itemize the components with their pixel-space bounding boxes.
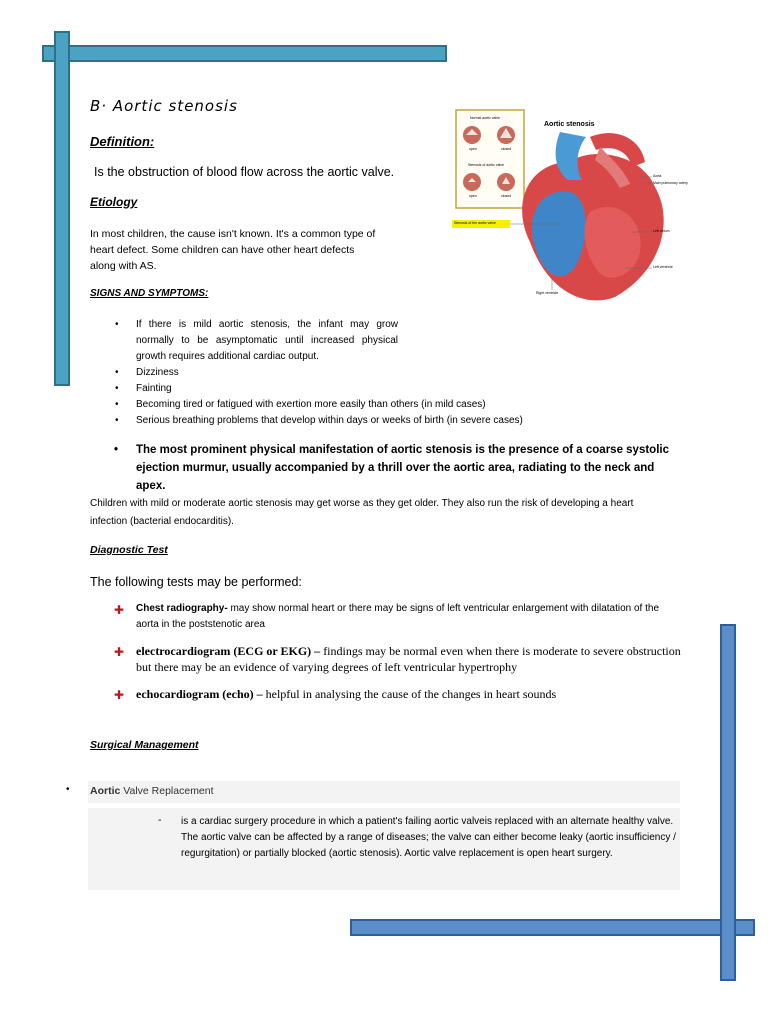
label-right-ventricle: Right ventricle <box>536 291 559 295</box>
label-closed-stenosis: closed <box>501 194 512 198</box>
list-item: • Dizziness <box>115 367 179 378</box>
diagnostic-intro: The following tests may be performed: <box>90 575 302 589</box>
label-open-normal: open <box>469 147 477 151</box>
diagnostic-item-echo <box>114 686 681 702</box>
label-closed-normal: closed <box>501 147 512 151</box>
inset-stenosis-label: Stenosis of aortic valve <box>468 163 504 167</box>
diagnostic-item-ecg <box>114 643 681 675</box>
surgical-dash: - <box>158 814 162 826</box>
surgical-item-rest: Valve Replacement <box>120 785 214 797</box>
prominent-text: The most prominent physical manifestation of aortic stenosis is the presence of a coarse systolic ejection murmur, usually accompanied by a thrill over the aortic area, radiating to the neck and apex. <box>136 444 669 492</box>
list-item: • Becoming tired or fatigued with exertion more easily than others (in mild cases) <box>115 399 486 410</box>
surgical-description: is a cardiac surgery procedure in which a patient's failing aortic valveis replaced with an alternate healthy valve. The aortic valve can be affected by a range of diseases; the valve can either become leaky (aortic insufficiency / regurgitation) or partially blocked (aortic stenosis). Aortic valve replacement is open heart surgery. <box>181 816 676 859</box>
diagram-title: Aortic stenosis <box>544 121 595 128</box>
surgical-bullet-icon: • <box>66 784 70 795</box>
signs-item-text: Becoming tired or fatigued with exertion more easily than others (in mild cases) <box>136 399 486 410</box>
diagnostic-item-text: may show normal heart or there may be signs of left ventricular enlargement with dilatation of the aorta in the poststenotic area <box>136 603 660 630</box>
list-item: • Fainting <box>115 383 172 394</box>
etiology-line: In most children, the cause isn't known. It's a common type of <box>90 228 376 240</box>
etiology-text <box>90 226 420 274</box>
signs-list <box>115 317 523 429</box>
label-stenosis-aortic-valve: Stenosis of the aortic valve <box>454 221 496 225</box>
diagnostic-item-bold: Chest radiography- <box>136 603 228 614</box>
diagnostic-item-text: findings may be normal even when there is moderate to severe obstruction but there may be an evidence of varying degrees of left ventricular hypertrophy <box>136 644 681 674</box>
diagnostic-item-chest <box>114 601 681 633</box>
surgical-heading: Surgical Management <box>90 739 199 751</box>
signs-heading: SIGNS AND SYMPTOMS: <box>90 288 209 299</box>
list-item: • If there is mild aortic stenosis, the infant may grow normally to be asymptomatic until increased physical growth requires additional cardiac output. <box>115 319 398 362</box>
etiology-line: heart defect. Some children can have other heart defects <box>90 244 355 256</box>
signs-after-text: Children with mild or moderate aortic stenosis may get worse as they get older. They also run the risk of developing a heart infection (bacterial endocarditis). <box>90 498 634 527</box>
surgical-item <box>90 785 214 797</box>
arrow-bullet-icon: ✚ <box>114 688 125 702</box>
diagnostic-heading: Diagnostic Test <box>90 544 168 556</box>
label-left-atrium: Left atrium <box>653 229 670 233</box>
etiology-line: along with AS. <box>90 260 157 272</box>
diagnostic-item-bold: electrocardiogram (ECG or EKG) – <box>136 644 321 658</box>
label-aorta: Aorta <box>653 174 662 178</box>
page-title: B· Aortic stenosis <box>90 97 238 115</box>
frame-right-vertical-bar <box>720 624 736 981</box>
signs-item-text: Serious breathing problems that develop within days or weeks of birth (in severe cases) <box>136 415 523 426</box>
etiology-heading: Etiology <box>90 195 138 209</box>
diagnostic-item-bold: echocardiogram (echo) – <box>136 687 263 701</box>
label-open-stenosis: open <box>469 194 477 198</box>
signs-item-text: Dizziness <box>136 367 179 378</box>
label-main-pulmonary-artery: Main pulmonary artery <box>653 181 688 185</box>
surgical-item-bold: Aortic <box>90 785 121 797</box>
signs-item-text: If there is mild aortic stenosis, the infant may grow normally to be asymptomatic until increased physical growth requires additional cardiac output. <box>136 319 398 362</box>
frame-left-vertical-bar <box>54 31 70 386</box>
arrow-bullet-icon: ✚ <box>114 645 125 659</box>
bullet-icon: • <box>114 444 119 456</box>
frame-bottom-horizontal-bar <box>350 919 755 936</box>
definition-heading: Definition: <box>90 134 155 149</box>
inset-normal-label: Normal aortic valve <box>470 116 500 120</box>
diagnostic-item-text: helpful in analysing the cause of the changes in heart sounds <box>262 687 557 701</box>
frame-top-horizontal-bar <box>42 45 447 62</box>
label-left-ventricle: Left ventricle <box>653 265 673 269</box>
aortic-stenosis-diagram <box>440 92 710 307</box>
definition-text: Is the obstruction of blood flow across the aortic valve. <box>94 165 395 179</box>
list-item: • Serious breathing problems that develop within days or weeks of birth (in severe cases) <box>115 415 523 426</box>
signs-item-text: Fainting <box>136 383 172 394</box>
arrow-bullet-icon: ✚ <box>114 603 125 617</box>
signs-prominent <box>114 441 681 495</box>
